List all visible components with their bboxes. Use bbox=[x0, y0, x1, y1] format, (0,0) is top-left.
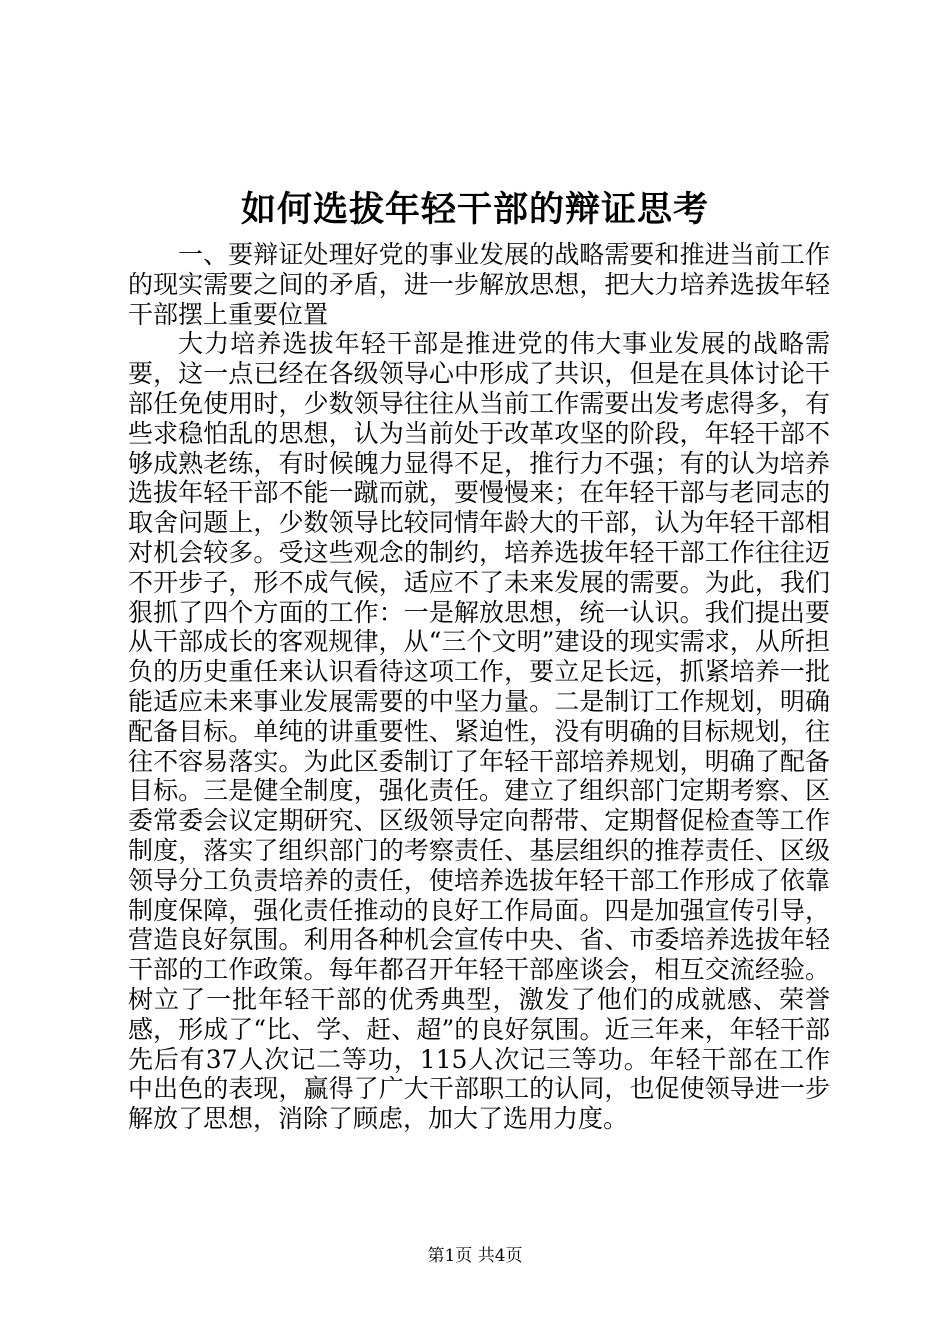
document-title: 如何选拔年轻干部的辩证思考 bbox=[240, 189, 709, 230]
document-body bbox=[128, 240, 830, 1134]
page-number-footer: 第1页 共4页 bbox=[427, 1246, 523, 1266]
body-paragraph: 大力培养选拔年轻干部是推进党的伟大事业发展的战略需要，这一点已经在各级领导心中形成了共识，但是在具体讨论干部任免使用时，少数领导往往从当前工作需要出发考虑得多，有些求稳怕乱的思想，认为当前处于改革攻坚的阶段，年轻干部不够成熟老练，有时候魄力显得不足，推行力不强；有的认为培养选拔年轻干部不能一蹴而就，要慢慢来；在年轻干部与老同志的取舍问题上，少数领导比较同情年龄大的干部，认为年轻干部相对机会较多。受这些观念的制约，培养选拔年轻干部工作往往迈不开步子，形不成气候，适应不了未来发展的需要。为此，我们狠抓了四个方面的工作：一是解放思想，统一认识。我们提出要从干部成长的客观规律，从“三个文明”建设的现实需求，从所担负的历史重任来认识看待这项工作，要立足长远，抓紧培养一批能适应未来事业发展需要的中坚力量。二是制订工作规划，明确配备目标。单纯的讲重要性、紧迫性，没有明确的目标规划，往往不容易落实。为此区委制订了年轻干部培养规划，明确了配备目标。三是健全制度，强化责任。建立了组织部门定期考察、区委常委会议定期研究、区级领导定向帮带、定期督促检查等工作制度，落实了组织部门的考察责任、基层组织的推荐责任、区级领导分工负责培养的责任，使培养选拔年轻干部工作形成了依靠制度保障，强化责任推动的良好工作局面。四是加强宣传引导，营造良好氛围。利用各种机会宣传中央、省、市委培养选拔年轻干部的工作政策。每年都召开年轻干部座谈会，相互交流经验。树立了一批年轻干部的优秀典型，激发了他们的成就感、荣誉感，形成了“比、学、赶、超”的良好氛围。近三年来，年轻干部先后有37人次记二等功，115人次记三等功。年轻干部在工作中出色的表现，赢得了广大干部职工的认同，也促使领导进一步解放了思想，消除了顾虑，加大了选用力度。 bbox=[128, 329, 830, 1134]
section-heading-paragraph: 一、要辩证处理好党的事业发展的战略需要和推进当前工作的现实需要之间的矛盾，进一步解放思想，把大力培养选拔年轻干部摆上重要位置 bbox=[128, 240, 830, 329]
